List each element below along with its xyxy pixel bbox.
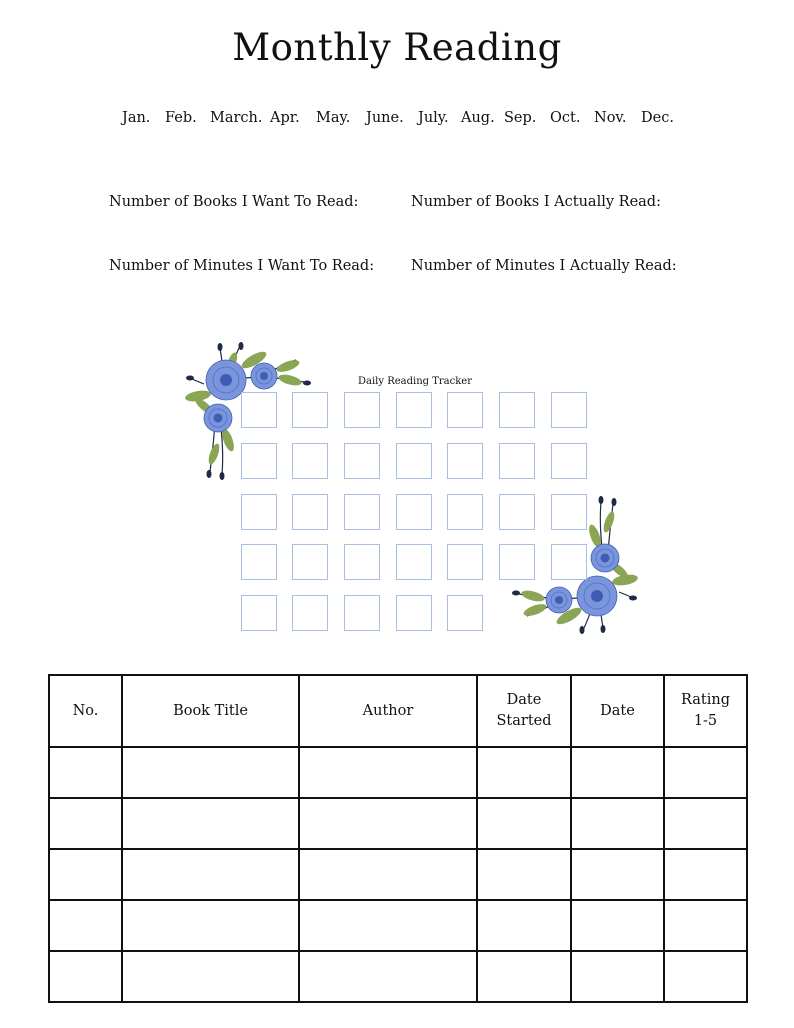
- month-selector: [0, 110, 794, 130]
- month-feb[interactable]: Feb.: [165, 110, 197, 126]
- tracker-day-box[interactable]: [241, 443, 277, 479]
- cell-book-title[interactable]: [122, 798, 299, 849]
- cell-book-title[interactable]: [122, 747, 299, 798]
- tracker-day-box[interactable]: [344, 494, 380, 530]
- cell-date[interactable]: [571, 900, 664, 951]
- cell-author[interactable]: [299, 747, 477, 798]
- tracker-day-box[interactable]: [499, 392, 535, 428]
- month-jan[interactable]: Jan.: [122, 110, 151, 126]
- tracker-day-box[interactable]: [396, 392, 432, 428]
- cell-date[interactable]: [571, 798, 664, 849]
- tracker-day-box[interactable]: [447, 494, 483, 530]
- cell-author[interactable]: [299, 798, 477, 849]
- cell-author[interactable]: [299, 951, 477, 1002]
- minutes-actual-label: Number of Minutes I Actually Read:: [411, 258, 677, 274]
- cell-author[interactable]: [299, 849, 477, 900]
- tracker-day-box[interactable]: [292, 595, 328, 631]
- month-march[interactable]: March.: [210, 110, 263, 126]
- tracker-day-box[interactable]: [551, 443, 587, 479]
- table-row: [49, 900, 747, 951]
- tracker-day-box[interactable]: [292, 392, 328, 428]
- tracker-day-box[interactable]: [499, 544, 535, 580]
- tracker-day-box[interactable]: [292, 494, 328, 530]
- tracker-day-box[interactable]: [396, 494, 432, 530]
- page-title: Monthly Reading: [232, 26, 562, 69]
- tracker-day-box[interactable]: [499, 443, 535, 479]
- tracker-day-box[interactable]: [551, 494, 587, 530]
- month-nov[interactable]: Nov.: [594, 110, 627, 126]
- column-header-date-started: Date Started: [477, 675, 571, 747]
- cell-no[interactable]: [49, 798, 122, 849]
- tracker-day-box[interactable]: [447, 392, 483, 428]
- tracker-day-box[interactable]: [551, 392, 587, 428]
- tracker-day-box[interactable]: [344, 544, 380, 580]
- cell-date-started[interactable]: [477, 747, 571, 798]
- cell-no[interactable]: [49, 849, 122, 900]
- cell-rating[interactable]: [664, 747, 747, 798]
- table-row: [49, 798, 747, 849]
- month-oct[interactable]: Oct.: [550, 110, 581, 126]
- column-header-no: No.: [49, 675, 122, 747]
- tracker-day-box[interactable]: [241, 544, 277, 580]
- minutes-want-label: Number of Minutes I Want To Read:: [109, 258, 375, 274]
- month-apr[interactable]: Apr.: [270, 110, 300, 126]
- month-may[interactable]: May.: [316, 110, 351, 126]
- column-header-author: Author: [299, 675, 477, 747]
- tracker-day-box[interactable]: [344, 443, 380, 479]
- tracker-day-box[interactable]: [241, 494, 277, 530]
- table-row: [49, 951, 747, 1002]
- tracker-day-box[interactable]: [447, 595, 483, 631]
- cell-date-started[interactable]: [477, 900, 571, 951]
- column-header-rating: Rating 1-5: [664, 675, 747, 747]
- reading-log-table: [48, 674, 748, 1003]
- cell-date-started[interactable]: [477, 951, 571, 1002]
- column-header-date: Date: [571, 675, 664, 747]
- tracker-day-box[interactable]: [292, 544, 328, 580]
- tracker-day-box[interactable]: [396, 595, 432, 631]
- tracker-day-box[interactable]: [447, 443, 483, 479]
- cell-no[interactable]: [49, 900, 122, 951]
- table-row: [49, 849, 747, 900]
- cell-no[interactable]: [49, 951, 122, 1002]
- tracker-day-box[interactable]: [551, 544, 587, 580]
- cell-date[interactable]: [571, 951, 664, 1002]
- tracker-day-box[interactable]: [396, 544, 432, 580]
- tracker-day-box[interactable]: [344, 392, 380, 428]
- tracker-day-box[interactable]: [241, 595, 277, 631]
- month-june[interactable]: June.: [366, 110, 404, 126]
- tracker-day-box[interactable]: [292, 443, 328, 479]
- cell-date[interactable]: [571, 849, 664, 900]
- month-sep[interactable]: Sep.: [504, 110, 537, 126]
- table-header-row: [49, 675, 747, 747]
- month-july[interactable]: July.: [418, 110, 449, 126]
- cell-book-title[interactable]: [122, 849, 299, 900]
- cell-author[interactable]: [299, 900, 477, 951]
- cell-date-started[interactable]: [477, 849, 571, 900]
- month-dec[interactable]: Dec.: [641, 110, 674, 126]
- column-header-book-title: Book Title: [122, 675, 299, 747]
- cell-rating[interactable]: [664, 798, 747, 849]
- cell-rating[interactable]: [664, 849, 747, 900]
- cell-book-title[interactable]: [122, 900, 299, 951]
- cell-date[interactable]: [571, 747, 664, 798]
- cell-date-started[interactable]: [477, 798, 571, 849]
- tracker-day-box[interactable]: [344, 595, 380, 631]
- table-row: [49, 747, 747, 798]
- tracker-day-box[interactable]: [499, 494, 535, 530]
- tracker-title: Daily Reading Tracker: [357, 376, 472, 387]
- books-actual-label: Number of Books I Actually Read:: [411, 194, 661, 210]
- tracker-day-box[interactable]: [396, 443, 432, 479]
- month-aug[interactable]: Aug.: [461, 110, 495, 126]
- cell-rating[interactable]: [664, 951, 747, 1002]
- cell-book-title[interactable]: [122, 951, 299, 1002]
- tracker-day-box[interactable]: [447, 544, 483, 580]
- tracker-day-box[interactable]: [241, 392, 277, 428]
- books-want-label: Number of Books I Want To Read:: [109, 194, 359, 210]
- cell-no[interactable]: [49, 747, 122, 798]
- cell-rating[interactable]: [664, 900, 747, 951]
